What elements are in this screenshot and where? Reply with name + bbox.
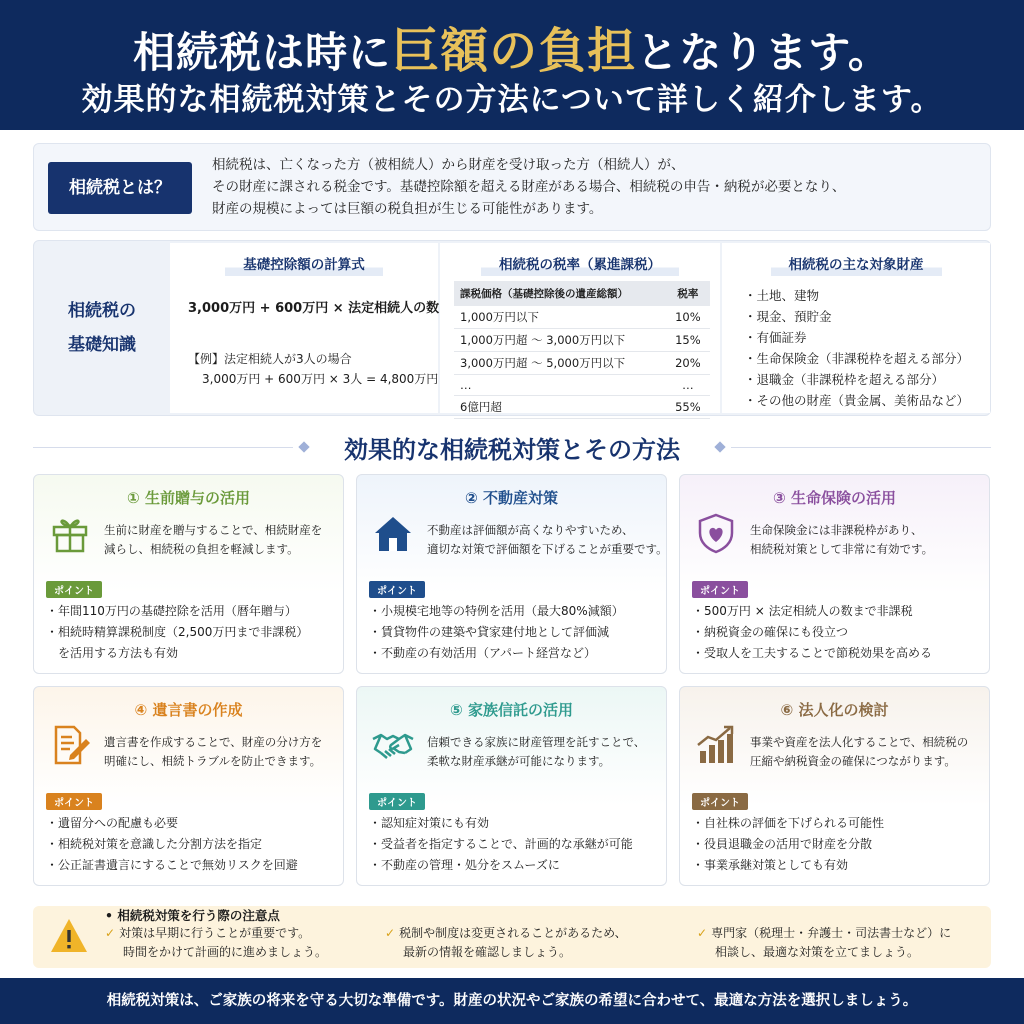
caution-title: • 相続税対策を行う際の注意点 xyxy=(105,908,280,923)
what-is-line: その財産に課される税金です。基礎控除額を超える財産がある場合、相続税の申告・納税が必要となり、 xyxy=(212,179,846,195)
list-item: ・ 相続税対策を意識した分割方法を指定 xyxy=(46,834,298,855)
handshake-icon xyxy=(371,723,415,767)
assets-title: 相続税の主な対象財産 xyxy=(722,253,990,273)
card-description: 事業や資産を法人化することで、相続税の 圧縮や納税資金の確保につながります。 xyxy=(750,735,969,768)
caution-item: ✓ 税制や制度は変更されることがあるため、 最新の情報を確認しましょう。 xyxy=(385,926,627,959)
list-item: ・ 退職金（非課税枠を超える部分） xyxy=(744,369,969,390)
assets-list xyxy=(744,285,969,411)
list-item: ・ 事業承継対策としても有効 xyxy=(692,855,884,876)
table-cell: 10% xyxy=(666,306,710,329)
strategy-card-life-insurance xyxy=(679,474,990,674)
column-header: 課税価格（基礎控除後の遺産総額） xyxy=(454,281,666,306)
deduction-title: 基礎控除額の計算式 xyxy=(170,253,438,273)
card-description: 信頼できる家族に財産管理を託すことで、 柔軟な財産承継が可能になります。 xyxy=(427,735,646,768)
strategy-card-real-estate xyxy=(356,474,667,674)
table-cell: 1,000万円以下 xyxy=(454,306,666,329)
check-icon: ✓ xyxy=(105,926,116,940)
table-cell: … xyxy=(666,375,710,396)
deduction-panel xyxy=(170,243,438,413)
caution-box xyxy=(33,906,991,968)
table-cell: 3,000万円超 〜 5,000万円以下 xyxy=(454,352,666,375)
what-is-label: 相続税とは？ xyxy=(48,162,192,214)
assets-panel xyxy=(722,243,990,413)
table-cell: … xyxy=(454,375,666,396)
example-line: 【例】法定相続人が3人の場合 xyxy=(188,352,352,366)
caution-item: ✓ 専門家（税理士・弁護士・司法書士など）に 相談し、最適な対策を立てましょう。 xyxy=(697,926,952,959)
list-item: ・ 受取人を工夫することで節税効果を高める xyxy=(692,643,932,664)
point-badge: ポイント xyxy=(369,793,425,810)
hero-title-suffix: となります。 xyxy=(636,28,891,77)
card-points xyxy=(369,813,633,876)
warning-icon xyxy=(49,916,89,956)
card-title: ③ 生命保険の活用 xyxy=(773,489,896,507)
table-cell: 15% xyxy=(666,329,710,352)
caution-item: ✓ 対策は早期に行うことが重要です。 時間をかけて計画的に進めましょう。 xyxy=(105,926,328,959)
list-item: ・ 公正証書遺言にすることで無効リスクを回避 xyxy=(46,855,298,876)
card-title: ① 生前贈与の活用 xyxy=(127,489,250,507)
point-badge: ポイント xyxy=(46,581,102,598)
hero-subtitle: 効果的な相続税対策とその方法について詳しく紹介します。 xyxy=(81,82,943,118)
hero-title xyxy=(0,12,1024,81)
table-row xyxy=(454,329,710,352)
hero-banner xyxy=(0,0,1024,130)
card-description: 生命保険金には非課税枠があり、 相続税対策として非常に有効です。 xyxy=(750,523,934,556)
table-row xyxy=(454,396,710,419)
growth-chart-icon xyxy=(694,723,738,767)
section-title: 効果的な相続税対策とその方法 xyxy=(344,435,680,464)
example-line: 3,000万円 + 600万円 × 3人 = 4,800万円 xyxy=(202,372,439,386)
basics-section xyxy=(33,240,991,416)
card-description: 不動産は評価額が高くなりやすいため、 適切な対策で評価額を下げることが重要です。 xyxy=(427,523,668,556)
list-item: ・ 不動産の管理・処分をスムーズに xyxy=(369,855,633,876)
card-title: ② 不動産対策 xyxy=(465,489,558,507)
card-title: ④ 遺言書の作成 xyxy=(134,701,243,719)
house-icon xyxy=(371,511,415,555)
card-description: 生前に財産を贈与することで、相続財産を 減らし、相続税の負担を軽減します。 xyxy=(104,523,323,556)
list-item: ・ 役員退職金の活用で財産を分散 xyxy=(692,834,884,855)
basics-label xyxy=(34,241,170,415)
list-item: ・ 相続時精算課税制度（2,500万円まで非課税） xyxy=(46,622,308,643)
basics-label-line: 相続税の xyxy=(68,301,136,321)
point-badge: ポイント xyxy=(692,581,748,598)
deduction-formula: 3,000万円 + 600万円 × 法定相続人の数 xyxy=(188,301,440,316)
card-description: 遺言書を作成することで、財産の分け方を 明確にし、相続トラブルを防止できます。 xyxy=(104,735,323,768)
strategy-card-gift xyxy=(33,474,344,674)
tax-rate-title: 相続税の税率（累進課税） xyxy=(440,253,720,273)
strategy-card-incorporation xyxy=(679,686,990,886)
list-item: ・ 年間110万円の基礎控除を活用（暦年贈与） xyxy=(46,601,308,622)
strategy-card-will xyxy=(33,686,344,886)
gift-icon xyxy=(48,511,92,555)
table-header-row xyxy=(454,281,710,306)
what-is-text xyxy=(212,154,970,220)
tax-rate-panel xyxy=(440,243,720,413)
list-item: ・ 現金、預貯金 xyxy=(744,306,969,327)
point-badge: ポイント xyxy=(46,793,102,810)
table-row xyxy=(454,352,710,375)
list-item: ・ 受益者を指定することで、計画的な承継が可能 xyxy=(369,834,633,855)
card-points xyxy=(692,813,884,876)
list-item: ・ 納税資金の確保にも役立つ xyxy=(692,622,932,643)
what-is-line: 相続税は、亡くなった方（被相続人）から財産を受け取った方（相続人）が、 xyxy=(212,157,685,173)
what-is-line: 財産の規模によっては巨額の税負担が生じる可能性があります。 xyxy=(212,201,603,217)
deduction-example xyxy=(188,349,438,389)
card-points xyxy=(46,813,298,876)
table-cell: 55% xyxy=(666,396,710,419)
list-item: ・ 自社株の評価を下げられる可能性 xyxy=(692,813,884,834)
card-points xyxy=(46,601,308,664)
table-cell: 20% xyxy=(666,352,710,375)
list-item: ・ 土地、建物 xyxy=(744,285,969,306)
list-item: ・ 有価証券 xyxy=(744,327,969,348)
card-title: ⑤ 家族信託の活用 xyxy=(450,701,573,719)
card-points xyxy=(692,601,932,664)
table-row xyxy=(454,306,710,329)
point-badge: ポイント xyxy=(369,581,425,598)
card-points xyxy=(369,601,624,664)
check-icon: ✓ xyxy=(697,926,708,940)
list-item: ・ 認知症対策にも有効 xyxy=(369,813,633,834)
table-cell: 1,000万円超 〜 3,000万円以下 xyxy=(454,329,666,352)
document-pen-icon xyxy=(48,723,92,767)
what-is-section xyxy=(33,143,991,231)
table-cell: 6億円超 xyxy=(454,396,666,419)
list-item: ・ その他の財産（貴金属、美術品など） xyxy=(744,390,969,411)
basics-label-line: 基礎知識 xyxy=(68,335,136,355)
column-header: 税率 xyxy=(666,281,710,306)
list-item: ・ 生命保険金（非課税枠を超える部分） xyxy=(744,348,969,369)
list-item: を活用する方法も有効 xyxy=(58,646,179,660)
tax-rate-table xyxy=(454,281,710,419)
footer-banner: 相続税対策は、ご家族の将来を守る大切な準備です。財産の状況やご家族の希望に合わせて、最適な方法を選択しましょう。 xyxy=(0,978,1024,1024)
list-item: ・ 小規模宅地等の特例を活用（最大80%減額） xyxy=(369,601,624,622)
hero-title-highlight: 巨額の負担 xyxy=(391,23,637,79)
strategy-card-family-trust xyxy=(356,686,667,886)
divider xyxy=(731,447,991,448)
list-item: ・ 遺留分への配慮も必要 xyxy=(46,813,298,834)
table-row xyxy=(454,375,710,396)
list-item: ・ 賃貸物件の建築や貸家建付地として評価減 xyxy=(369,622,624,643)
shield-heart-icon xyxy=(694,511,738,555)
list-item: ・ 不動産の有効活用（アパート経営など） xyxy=(369,643,624,664)
hero-title-prefix: 相続税は時に xyxy=(133,28,392,77)
check-icon: ✓ xyxy=(385,926,396,940)
card-title: ⑥ 法人化の検討 xyxy=(780,701,889,719)
list-item: ・ 500万円 × 法定相続人の数まで非課税 xyxy=(692,601,932,622)
point-badge: ポイント xyxy=(692,793,748,810)
